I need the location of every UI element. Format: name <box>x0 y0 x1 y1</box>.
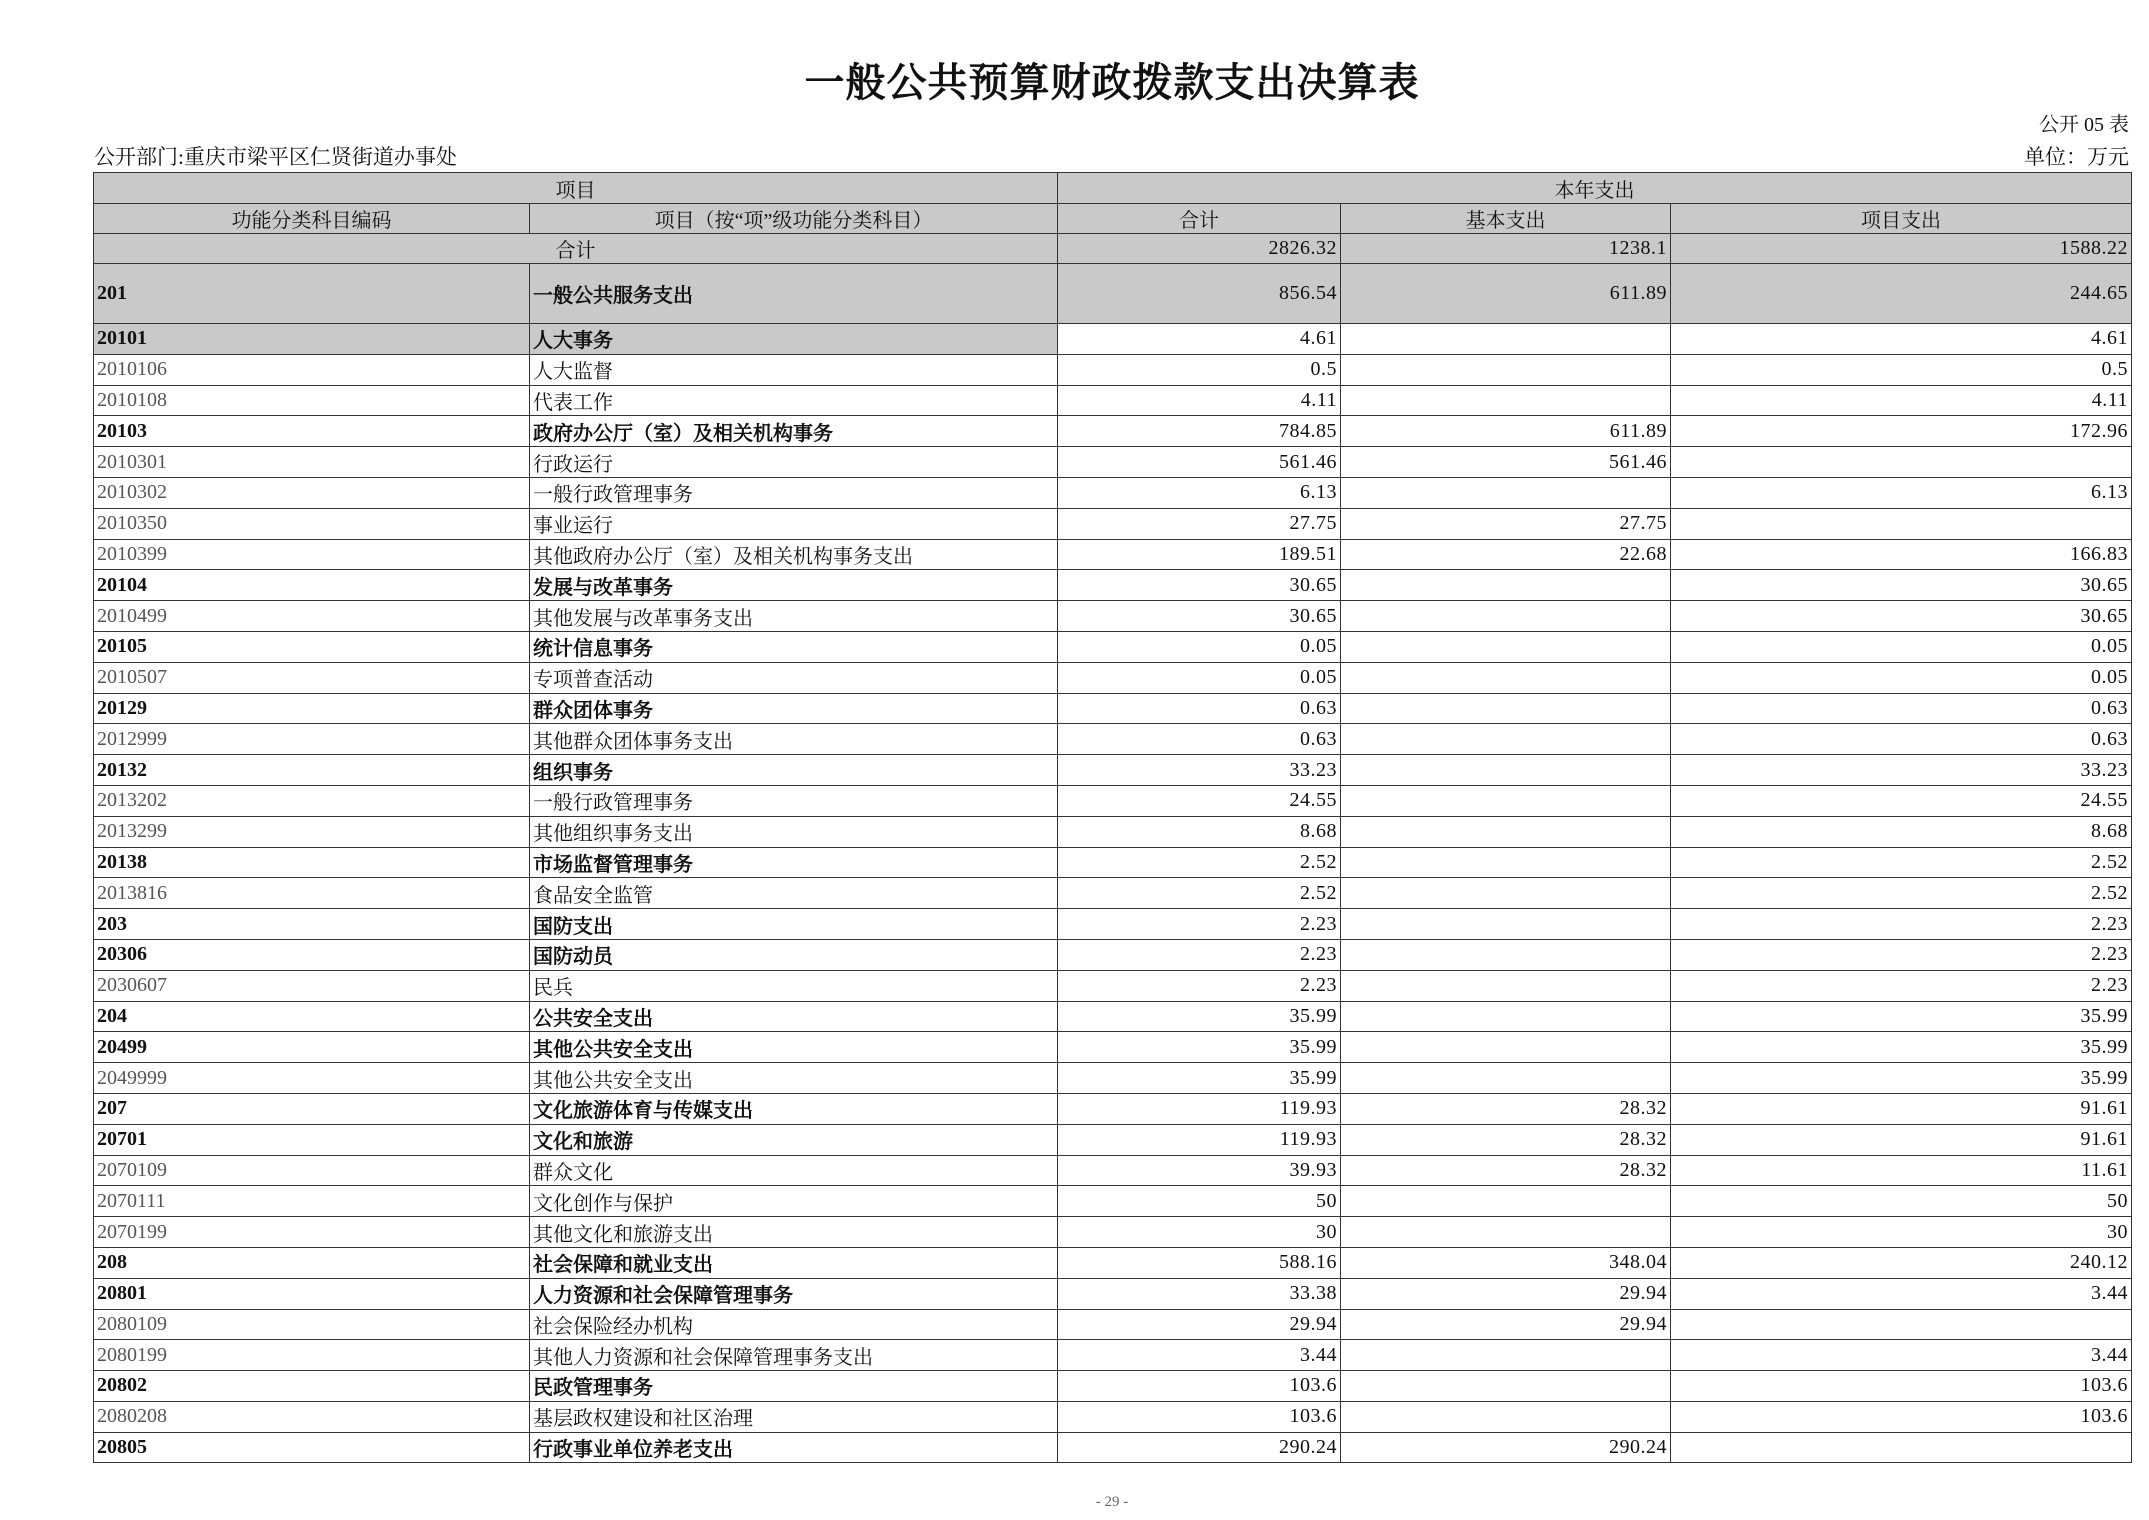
table-row <box>94 601 2132 632</box>
table-row <box>94 354 2132 385</box>
cell-basic <box>1341 724 1671 755</box>
cell-item-name: 文化旅游体育与传媒支出 <box>530 1093 1058 1124</box>
cell-code: 203 <box>94 909 530 940</box>
cell-item-name: 其他群众团体事务支出 <box>530 724 1058 755</box>
cell-total: 35.99 <box>1058 1032 1341 1063</box>
cell-item-name: 群众文化 <box>530 1155 1058 1186</box>
cell-code: 20104 <box>94 570 530 601</box>
table-row <box>94 385 2132 416</box>
header-group-year: 本年支出 <box>1058 173 2132 204</box>
cell-code: 2010106 <box>94 354 530 385</box>
table-row <box>94 939 2132 970</box>
cell-total: 6.13 <box>1058 477 1341 508</box>
header-code: 功能分类科目编码 <box>94 204 530 234</box>
cell-item-name: 民兵 <box>530 970 1058 1001</box>
cell-total: 784.85 <box>1058 416 1341 447</box>
cell-project: 3.44 <box>1671 1340 2132 1371</box>
cell-project: 240.12 <box>1671 1247 2132 1278</box>
cell-project: 103.6 <box>1671 1371 2132 1402</box>
cell-total: 2.23 <box>1058 970 1341 1001</box>
table-row <box>94 539 2132 570</box>
cell-project <box>1671 447 2132 478</box>
cell-total: 24.55 <box>1058 785 1341 816</box>
cell-basic <box>1341 1186 1671 1217</box>
cell-basic <box>1341 847 1671 878</box>
cell-project: 2.52 <box>1671 847 2132 878</box>
cell-total: 588.16 <box>1058 1247 1341 1278</box>
cell-basic <box>1341 477 1671 508</box>
cell-total: 119.93 <box>1058 1093 1341 1124</box>
table-row <box>94 1032 2132 1063</box>
table-row <box>94 631 2132 662</box>
cell-item-name: 国防动员 <box>530 939 1058 970</box>
cell-code: 2080199 <box>94 1340 530 1371</box>
cell-project: 2.52 <box>1671 878 2132 909</box>
cell-code: 20499 <box>94 1032 530 1063</box>
cell-basic: 28.32 <box>1341 1124 1671 1155</box>
cell-project: 35.99 <box>1671 1001 2132 1032</box>
cell-item-name: 行政运行 <box>530 447 1058 478</box>
cell-basic: 28.32 <box>1341 1155 1671 1186</box>
cell-item-name: 统计信息事务 <box>530 631 1058 662</box>
cell-total: 103.6 <box>1058 1401 1341 1432</box>
cell-project: 2.23 <box>1671 909 2132 940</box>
cell-code: 2080109 <box>94 1309 530 1340</box>
cell-code: 207 <box>94 1093 530 1124</box>
cell-basic <box>1341 570 1671 601</box>
header-basic: 基本支出 <box>1341 204 1671 234</box>
cell-project: 6.13 <box>1671 477 2132 508</box>
cell-code: 208 <box>94 1247 530 1278</box>
cell-item-name: 社会保障和就业支出 <box>530 1247 1058 1278</box>
cell-code: 2010302 <box>94 477 530 508</box>
cell-code: 2070109 <box>94 1155 530 1186</box>
cell-basic <box>1341 1032 1671 1063</box>
header-group-row <box>94 173 2132 204</box>
cell-basic: 348.04 <box>1341 1247 1671 1278</box>
table-row <box>94 1124 2132 1155</box>
cell-total: 561.46 <box>1058 447 1341 478</box>
cell-basic <box>1341 601 1671 632</box>
cell-code: 20805 <box>94 1432 530 1463</box>
table-row <box>94 785 2132 816</box>
cell-code: 20101 <box>94 324 530 355</box>
cell-project: 11.61 <box>1671 1155 2132 1186</box>
cell-basic: 27.75 <box>1341 508 1671 539</box>
cell-basic <box>1341 785 1671 816</box>
cell-basic <box>1341 1217 1671 1248</box>
cell-code: 20802 <box>94 1371 530 1402</box>
cell-project: 0.05 <box>1671 662 2132 693</box>
cell-code: 2010399 <box>94 539 530 570</box>
cell-project <box>1671 1432 2132 1463</box>
table-row <box>94 662 2132 693</box>
table-code: 公开 05 表 <box>2039 114 2129 136</box>
cell-project: 30 <box>1671 1217 2132 1248</box>
cell-basic: 29.94 <box>1341 1309 1671 1340</box>
cell-total: 50 <box>1058 1186 1341 1217</box>
header-project: 项目支出 <box>1671 204 2132 234</box>
table-row <box>94 1278 2132 1309</box>
cell-item-name: 其他公共安全支出 <box>530 1032 1058 1063</box>
header-group-item: 项目 <box>94 173 1058 204</box>
cell-project: 0.5 <box>1671 354 2132 385</box>
table-row <box>94 1155 2132 1186</box>
total-row <box>94 234 2132 264</box>
cell-total: 856.54 <box>1058 264 1341 324</box>
cell-code: 2049999 <box>94 1063 530 1094</box>
table-row <box>94 447 2132 478</box>
meta-line <box>93 143 2131 171</box>
table-row <box>94 970 2132 1001</box>
cell-project: 30.65 <box>1671 570 2132 601</box>
expenditure-table <box>93 172 2132 1463</box>
cell-item-name: 人大监督 <box>530 354 1058 385</box>
cell-code: 20306 <box>94 939 530 970</box>
table-row <box>94 816 2132 847</box>
cell-item-name: 群众团体事务 <box>530 693 1058 724</box>
cell-basic: 611.89 <box>1341 416 1671 447</box>
cell-project: 103.6 <box>1671 1401 2132 1432</box>
cell-item-name: 组织事务 <box>530 755 1058 786</box>
table-row <box>94 1093 2132 1124</box>
cell-item-name: 发展与改革事务 <box>530 570 1058 601</box>
cell-code: 20105 <box>94 631 530 662</box>
department-label: 公开部门:重庆市梁平区仁贤街道办事处 <box>94 145 457 169</box>
cell-item-name: 人力资源和社会保障管理事务 <box>530 1278 1058 1309</box>
cell-code: 20801 <box>94 1278 530 1309</box>
total-total: 2826.32 <box>1058 234 1341 264</box>
cell-item-name: 市场监督管理事务 <box>530 847 1058 878</box>
cell-item-name: 基层政权建设和社区治理 <box>530 1401 1058 1432</box>
table-row <box>94 693 2132 724</box>
cell-basic <box>1341 354 1671 385</box>
cell-code: 20138 <box>94 847 530 878</box>
cell-item-name: 其他公共安全支出 <box>530 1063 1058 1094</box>
cell-code: 2013816 <box>94 878 530 909</box>
table-row <box>94 1371 2132 1402</box>
cell-item-name: 文化和旅游 <box>530 1124 1058 1155</box>
cell-code: 2012999 <box>94 724 530 755</box>
cell-project <box>1671 1309 2132 1340</box>
cell-code: 2013299 <box>94 816 530 847</box>
cell-project: 35.99 <box>1671 1032 2132 1063</box>
cell-total: 0.05 <box>1058 662 1341 693</box>
page-number: - 29 - <box>1095 1494 1129 1510</box>
cell-code: 2030607 <box>94 970 530 1001</box>
cell-total: 0.5 <box>1058 354 1341 385</box>
cell-basic <box>1341 662 1671 693</box>
cell-basic: 29.94 <box>1341 1278 1671 1309</box>
cell-project: 91.61 <box>1671 1093 2132 1124</box>
cell-total: 4.61 <box>1058 324 1341 355</box>
cell-total: 189.51 <box>1058 539 1341 570</box>
cell-code: 201 <box>94 264 530 324</box>
cell-total: 27.75 <box>1058 508 1341 539</box>
cell-code: 2010301 <box>94 447 530 478</box>
cell-code: 2010507 <box>94 662 530 693</box>
cell-code: 2010350 <box>94 508 530 539</box>
cell-code: 2013202 <box>94 785 530 816</box>
cell-code: 20103 <box>94 416 530 447</box>
cell-project: 35.99 <box>1671 1063 2132 1094</box>
cell-total: 0.63 <box>1058 724 1341 755</box>
cell-project: 4.61 <box>1671 324 2132 355</box>
cell-code: 2010108 <box>94 385 530 416</box>
table-row <box>94 909 2132 940</box>
cell-project: 91.61 <box>1671 1124 2132 1155</box>
cell-project: 33.23 <box>1671 755 2132 786</box>
cell-item-name: 其他政府办公厅（室）及相关机构事务支出 <box>530 539 1058 570</box>
cell-basic <box>1341 1401 1671 1432</box>
cell-basic <box>1341 939 1671 970</box>
cell-total: 2.23 <box>1058 909 1341 940</box>
cell-basic <box>1341 1371 1671 1402</box>
cell-basic: 22.68 <box>1341 539 1671 570</box>
cell-total: 290.24 <box>1058 1432 1341 1463</box>
cell-item-name: 事业运行 <box>530 508 1058 539</box>
header-columns-row <box>94 204 2132 234</box>
table-row <box>94 1063 2132 1094</box>
cell-project: 2.23 <box>1671 939 2132 970</box>
cell-total: 30.65 <box>1058 570 1341 601</box>
table-row <box>94 324 2132 355</box>
cell-total: 3.44 <box>1058 1340 1341 1371</box>
cell-project: 2.23 <box>1671 970 2132 1001</box>
table-row <box>94 1217 2132 1248</box>
cell-item-name: 代表工作 <box>530 385 1058 416</box>
cell-total: 39.93 <box>1058 1155 1341 1186</box>
cell-project: 50 <box>1671 1186 2132 1217</box>
cell-total: 8.68 <box>1058 816 1341 847</box>
table-row <box>94 1309 2132 1340</box>
cell-total: 2.52 <box>1058 878 1341 909</box>
cell-item-name: 其他文化和旅游支出 <box>530 1217 1058 1248</box>
cell-basic: 611.89 <box>1341 264 1671 324</box>
table-row <box>94 570 2132 601</box>
table-row <box>94 1340 2132 1371</box>
cell-code: 2070111 <box>94 1186 530 1217</box>
table-row <box>94 508 2132 539</box>
cell-basic <box>1341 385 1671 416</box>
cell-basic <box>1341 755 1671 786</box>
table-row <box>94 724 2132 755</box>
cell-basic <box>1341 1340 1671 1371</box>
cell-item-name: 民政管理事务 <box>530 1371 1058 1402</box>
cell-total: 33.23 <box>1058 755 1341 786</box>
cell-item-name: 政府办公厅（室）及相关机构事务 <box>530 416 1058 447</box>
cell-total: 119.93 <box>1058 1124 1341 1155</box>
cell-item-name: 文化创作与保护 <box>530 1186 1058 1217</box>
cell-code: 2080208 <box>94 1401 530 1432</box>
cell-basic <box>1341 1001 1671 1032</box>
cell-code: 20129 <box>94 693 530 724</box>
header-item-name: 项目（按“项”级功能分类科目） <box>530 204 1058 234</box>
cell-basic <box>1341 693 1671 724</box>
cell-project: 8.68 <box>1671 816 2132 847</box>
cell-total: 30.65 <box>1058 601 1341 632</box>
cell-basic: 561.46 <box>1341 447 1671 478</box>
table-row <box>94 1247 2132 1278</box>
cell-basic <box>1341 1063 1671 1094</box>
cell-basic <box>1341 878 1671 909</box>
table-row <box>94 755 2132 786</box>
cell-basic <box>1341 970 1671 1001</box>
cell-basic <box>1341 909 1671 940</box>
cell-project: 172.96 <box>1671 416 2132 447</box>
cell-project: 166.83 <box>1671 539 2132 570</box>
cell-project: 4.11 <box>1671 385 2132 416</box>
cell-total: 35.99 <box>1058 1063 1341 1094</box>
cell-item-name: 其他组织事务支出 <box>530 816 1058 847</box>
cell-item-name: 行政事业单位养老支出 <box>530 1432 1058 1463</box>
cell-basic <box>1341 631 1671 662</box>
total-project: 1588.22 <box>1671 234 2132 264</box>
cell-total: 2.23 <box>1058 939 1341 970</box>
cell-item-name: 一般行政管理事务 <box>530 477 1058 508</box>
cell-code: 2010499 <box>94 601 530 632</box>
cell-total: 103.6 <box>1058 1371 1341 1402</box>
total-basic: 1238.1 <box>1341 234 1671 264</box>
table-row <box>94 1001 2132 1032</box>
cell-total: 33.38 <box>1058 1278 1341 1309</box>
table-row <box>94 264 2132 324</box>
cell-code: 20132 <box>94 755 530 786</box>
cell-basic <box>1341 816 1671 847</box>
cell-basic <box>1341 324 1671 355</box>
table-row <box>94 878 2132 909</box>
cell-project: 0.63 <box>1671 693 2132 724</box>
cell-item-name: 一般公共服务支出 <box>530 264 1058 324</box>
cell-total: 2.52 <box>1058 847 1341 878</box>
cell-total: 0.63 <box>1058 693 1341 724</box>
cell-item-name: 食品安全监管 <box>530 878 1058 909</box>
cell-project: 3.44 <box>1671 1278 2132 1309</box>
cell-item-name: 国防支出 <box>530 909 1058 940</box>
cell-item-name: 社会保险经办机构 <box>530 1309 1058 1340</box>
cell-item-name: 人大事务 <box>530 324 1058 355</box>
table-row <box>94 1186 2132 1217</box>
cell-code: 20701 <box>94 1124 530 1155</box>
cell-total: 30 <box>1058 1217 1341 1248</box>
total-label: 合计 <box>94 234 1058 264</box>
table-row <box>94 847 2132 878</box>
unit-label: 单位：万元 <box>2024 145 2129 169</box>
cell-basic: 290.24 <box>1341 1432 1671 1463</box>
cell-project: 24.55 <box>1671 785 2132 816</box>
table-row <box>94 416 2132 447</box>
cell-item-name: 其他发展与改革事务支出 <box>530 601 1058 632</box>
table-row <box>94 1432 2132 1463</box>
cell-total: 35.99 <box>1058 1001 1341 1032</box>
header-total: 合计 <box>1058 204 1341 234</box>
cell-item-name: 公共安全支出 <box>530 1001 1058 1032</box>
cell-total: 29.94 <box>1058 1309 1341 1340</box>
cell-project: 0.63 <box>1671 724 2132 755</box>
cell-code: 204 <box>94 1001 530 1032</box>
cell-item-name: 其他人力资源和社会保障管理事务支出 <box>530 1340 1058 1371</box>
table-row <box>94 477 2132 508</box>
cell-total: 4.11 <box>1058 385 1341 416</box>
cell-total: 0.05 <box>1058 631 1341 662</box>
cell-project <box>1671 508 2132 539</box>
cell-item-name: 专项普查活动 <box>530 662 1058 693</box>
cell-project: 30.65 <box>1671 601 2132 632</box>
table-row <box>94 1401 2132 1432</box>
cell-project: 0.05 <box>1671 631 2132 662</box>
cell-code: 2070199 <box>94 1217 530 1248</box>
cell-project: 244.65 <box>1671 264 2132 324</box>
cell-basic: 28.32 <box>1341 1093 1671 1124</box>
page-title: 一般公共预算财政拨款支出决算表 <box>804 60 1420 105</box>
cell-item-name: 一般行政管理事务 <box>530 785 1058 816</box>
